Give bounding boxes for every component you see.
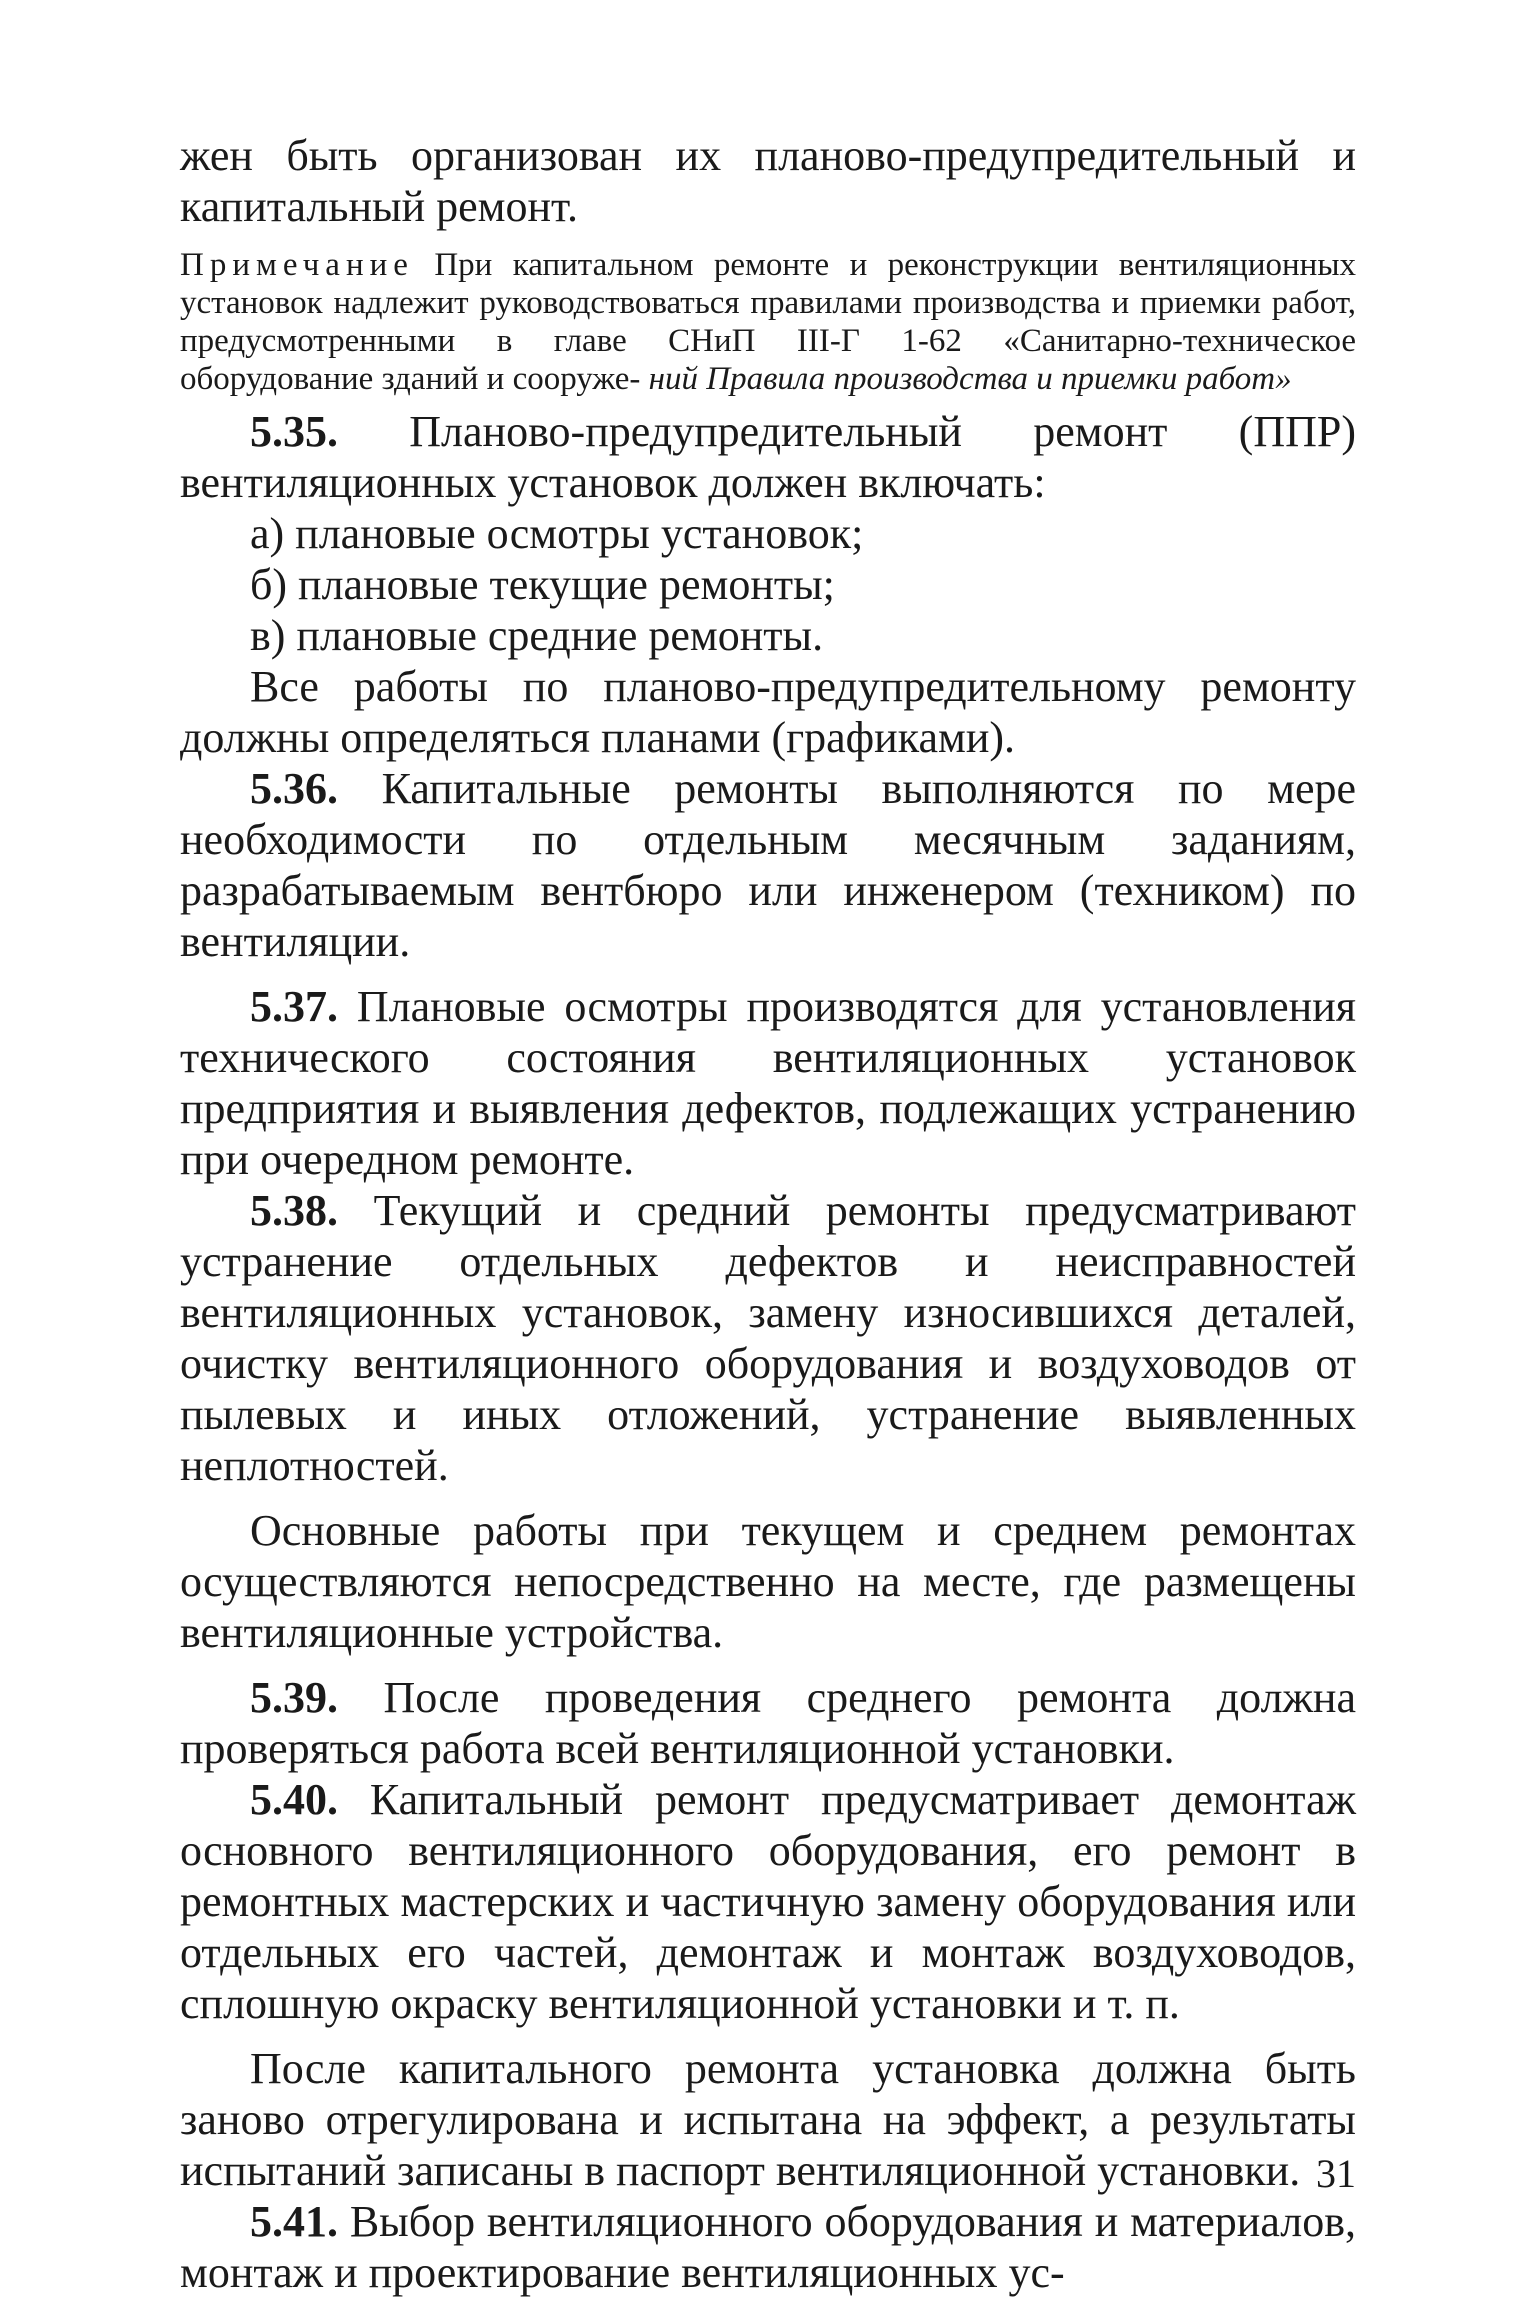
section-number: 5.41. [250,2197,338,2246]
section-5-38 [180,1185,1356,1491]
section-number: 5.40. [250,1775,338,1824]
section-text: Выбор вентиляционного оборудования и материалов, монтаж и проектирование вентиляционных ус- [180,2197,1356,2297]
section-number: 5.36. [250,764,338,813]
section-text: Планово-предупредительный ремонт (ППР) вентиляционных установок должен включать: [180,407,1356,507]
section-text: После проведения среднего ремонта должна проверяться работа всей вентиляционной установки. [180,1673,1356,1773]
section-number: 5.38. [250,1186,338,1235]
note-italic-text: ний Правила производства и приемки работ» [648,361,1292,397]
note-paragraph [180,246,1356,398]
section-5-38-after: Основные работы при текущем и среднем ремонтах осуществляются непосредственно на месте, где размещены вентиляционные устройства. [180,1506,1356,1657]
section-5-36 [180,763,1356,967]
note-text: При капитальном ремонте и реконструкции вентиляционных установок надлежит руководствоваться правилами производства и приемки работ, предусмотренными в главе СНиП III-Г 1-62 «Санитарно-техническое оборудование зданий и сооруже- [180,247,1356,397]
note-label: Примечание [180,247,414,283]
list-item: в) плановые средние ремонты. [250,611,824,660]
section-5-40 [180,1774,1356,2029]
section-5-35-after: Все работы по планово-предупредительному ремонту должны определяться планами (графиками). [180,662,1356,762]
list-item: б) плановые текущие ремонты; [250,560,835,609]
section-5-39 [180,1672,1356,1774]
section-number: 5.37. [250,982,338,1031]
section-number: 5.39. [250,1673,338,1722]
section-5-40-after: После капитального ремонта установка должна быть заново отрегулирована и испытана на эффект, а результаты испытаний записаны в паспорт вентиляционной установки. [180,2044,1356,2195]
list-item: а) плановые осмотры установок; [250,509,864,558]
section-5-35 [180,406,1356,508]
section-text: Текущий и средний ремонты предусматривают устранение отдельных дефектов и неисправностей вентиляционных установок, замену износившихся деталей, очистку вентиляционного оборудования и воздуховодов от пылевых и иных отложений, устранение выявленных неплотностей. [180,1186,1356,1490]
section-number: 5.35. [250,407,338,456]
intro-paragraph: жен быть организован их планово-предупредительный и капитальный ремонт. [180,131,1356,231]
section-5-41 [180,2196,1356,2298]
section-text: Капитальный ремонт предусматривает демонтаж основного вентиляционного оборудования, его ремонт в ремонтных мастерских и частичную замену оборудования или отдельных его частей, демонтаж и монтаж воздуховодов, сплошную окраску вентиляционной установки и т. п. [180,1775,1356,2028]
section-text: Плановые осмотры производятся для установления технического состояния вентиляционных установок предприятия и выявления дефектов, подлежащих устранению при очередном ремонте. [180,982,1356,1184]
ppr-list [180,508,1356,661]
section-5-37 [180,981,1356,1185]
section-text: Капитальные ремонты выполняются по мере необходимости по отдельным месячным заданиям, разрабатываемым вентбюро или инженером (техником) по вентиляции. [180,764,1356,966]
page-number: 31 [1316,2151,1356,2196]
